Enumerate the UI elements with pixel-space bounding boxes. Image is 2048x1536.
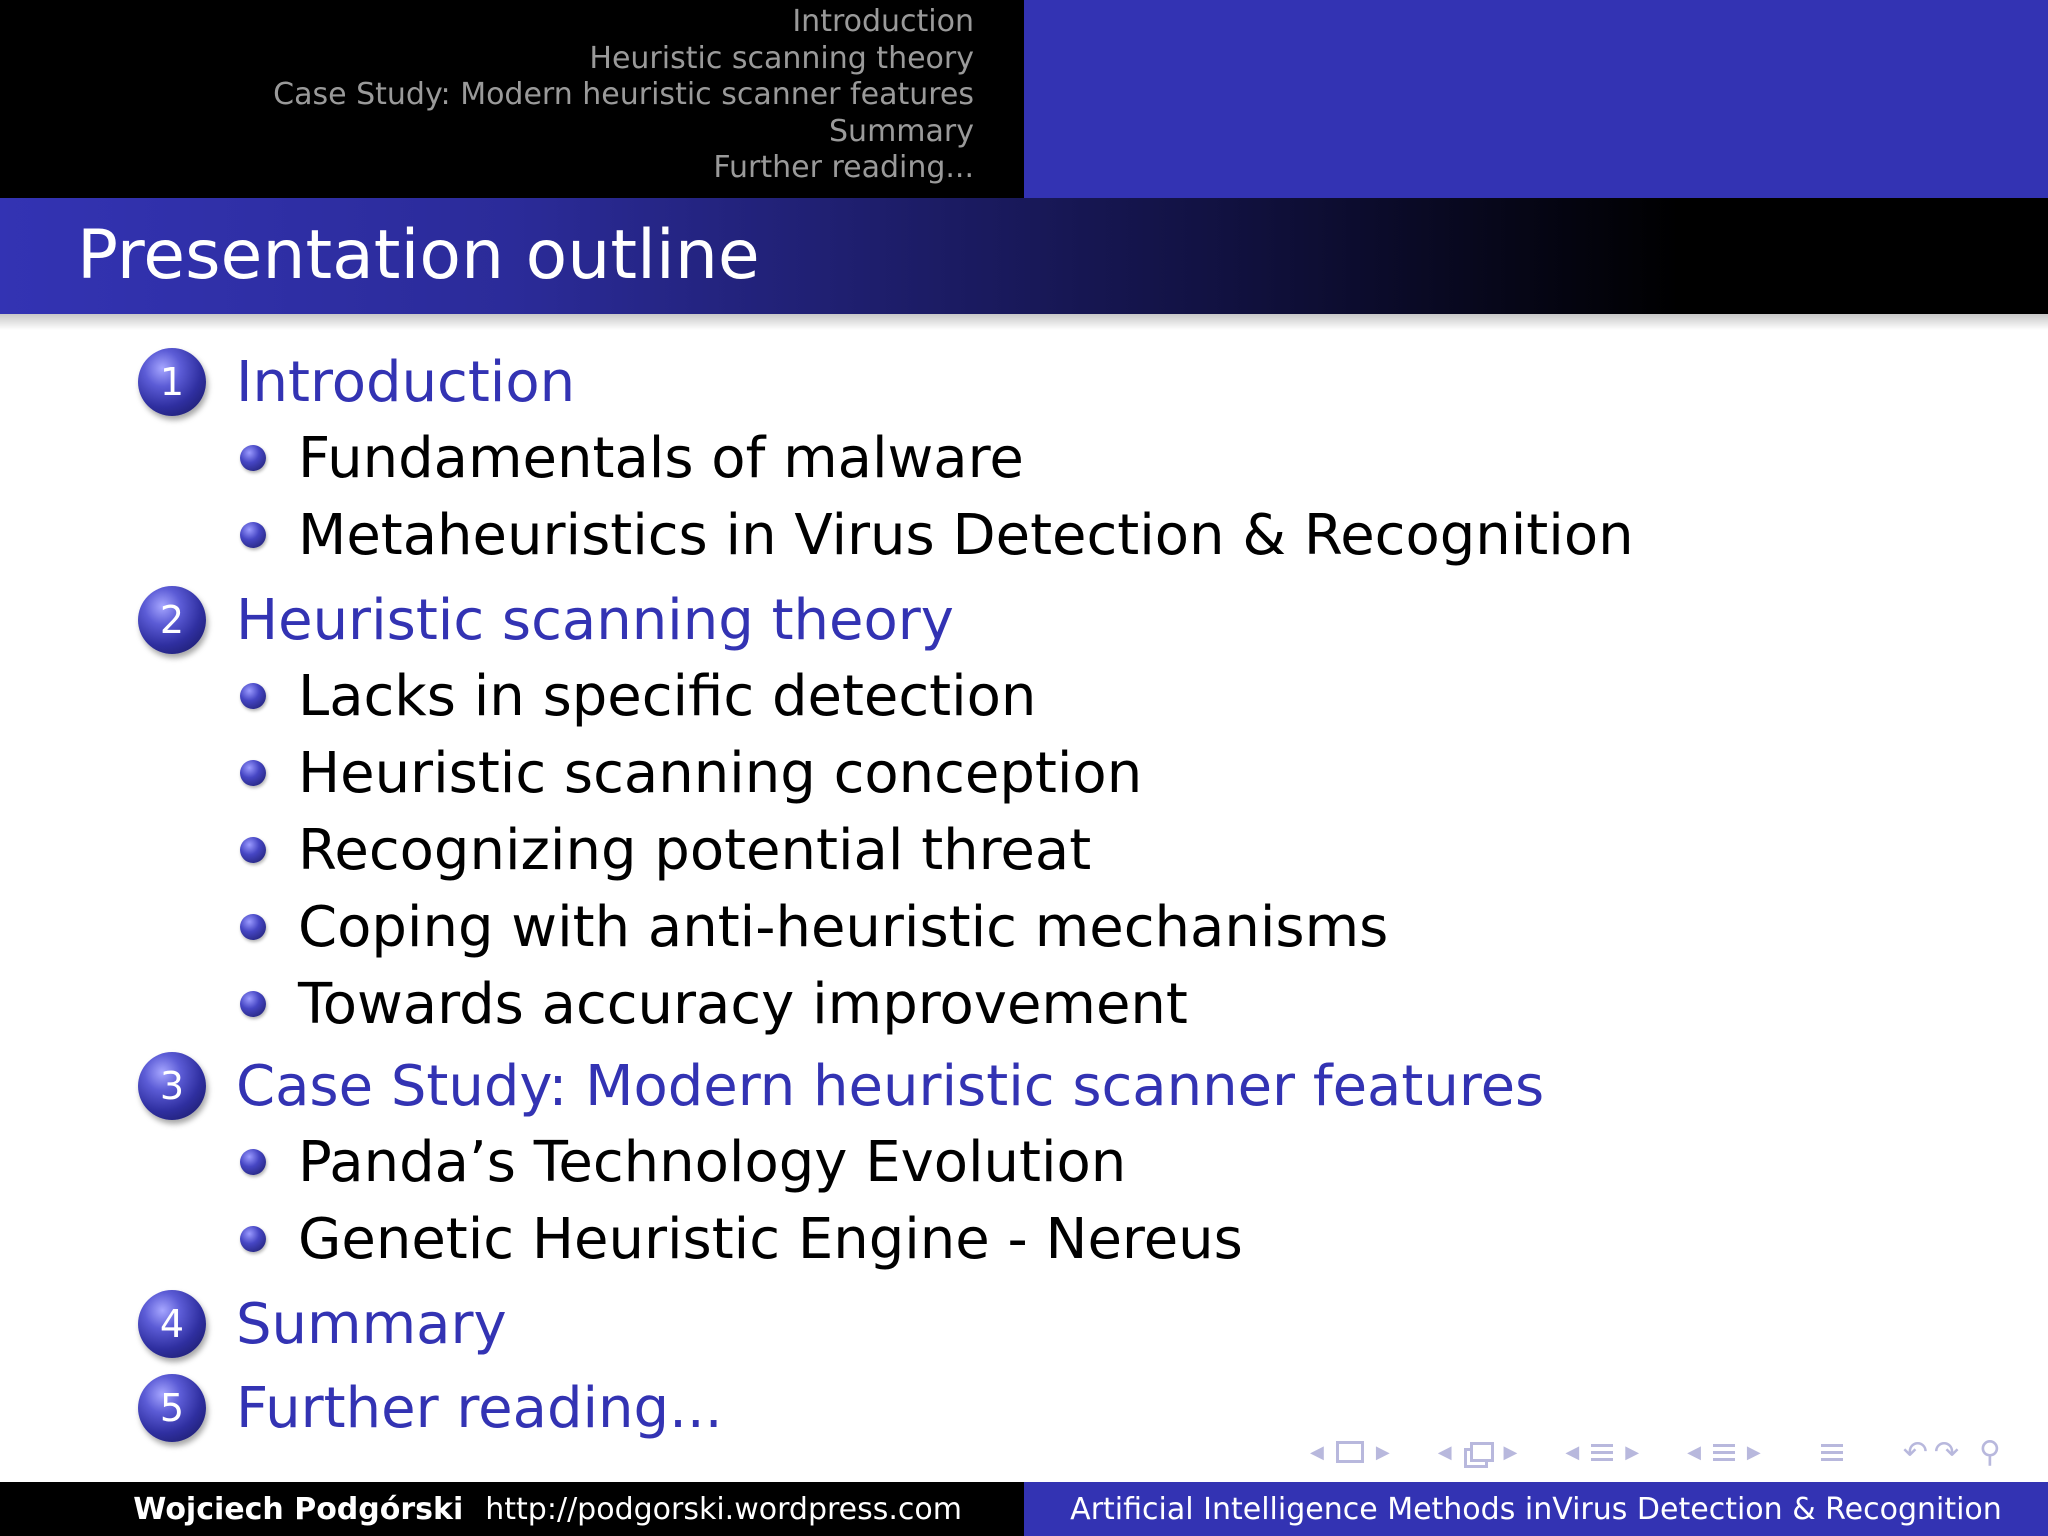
- outline-section-heuristic-scanning-theory[interactable]: [138, 580, 954, 660]
- nav-item-heuristic-scanning-theory[interactable]: Heuristic scanning theory: [589, 40, 974, 76]
- nav-item-further-reading[interactable]: Further reading...: [713, 150, 974, 186]
- outline-subsection-item[interactable]: [240, 815, 1091, 885]
- section-number-badge: 2: [138, 586, 206, 654]
- outline-section-summary[interactable]: [138, 1284, 507, 1364]
- section-navigation: [273, 4, 1024, 187]
- subsection-title: Panda’s Technology Evolution: [298, 1129, 1127, 1195]
- bullet-icon: [240, 683, 266, 709]
- header-navigation-panel: [0, 0, 1024, 198]
- bullet-icon: [240, 1149, 266, 1175]
- outline-subsection-item[interactable]: [240, 500, 1634, 570]
- section-title: Heuristic scanning theory: [236, 587, 954, 653]
- subsection-nav-icon[interactable]: ◀ ▶: [1565, 1441, 1640, 1463]
- search-icon[interactable]: ⚲: [1979, 1434, 2002, 1470]
- outline-subsection-item[interactable]: [240, 423, 1024, 493]
- bullet-icon: [240, 522, 266, 548]
- bullet-icon: [240, 837, 266, 863]
- outline-subsection-item[interactable]: [240, 969, 1188, 1039]
- section-number-badge: 3: [138, 1052, 206, 1120]
- section-title: Further reading...: [236, 1375, 723, 1441]
- bullet-icon: [240, 991, 266, 1017]
- section-title: Case Study: Modern heuristic scanner features: [236, 1053, 1545, 1119]
- footer-title-panel: [1024, 1482, 2048, 1536]
- frame-nav-icon[interactable]: ◀ ▶: [1438, 1440, 1518, 1464]
- section-number-badge: 4: [138, 1290, 206, 1358]
- bullet-icon: [240, 760, 266, 786]
- beamer-navigation-controls: [1310, 1432, 2030, 1472]
- bullet-icon: [240, 1226, 266, 1252]
- back-forward-icon[interactable]: ↶ ↷: [1902, 1434, 1960, 1470]
- section-number-badge: 1: [138, 348, 206, 416]
- outline-subsection-item[interactable]: [240, 1204, 1243, 1274]
- frame-title-bar: [0, 198, 2048, 314]
- footer-url[interactable]: http://podgorski.wordpress.com: [485, 1491, 962, 1527]
- bullet-icon: [240, 445, 266, 471]
- subsection-title: Towards accuracy improvement: [298, 971, 1188, 1037]
- outline-subsection-item[interactable]: [240, 661, 1036, 731]
- outline-section-further-reading[interactable]: [138, 1368, 723, 1448]
- slide-nav-icon[interactable]: ◀ ▶: [1310, 1441, 1390, 1463]
- bullet-icon: [240, 914, 266, 940]
- subsection-title: Heuristic scanning conception: [298, 740, 1143, 806]
- title-bar-shadow: [0, 314, 2048, 330]
- subsection-title: Lacks in specific detection: [298, 663, 1037, 729]
- nav-item-introduction[interactable]: Introduction: [792, 4, 974, 39]
- nav-item-case-study[interactable]: Case Study: Modern heuristic scanner features: [273, 77, 974, 113]
- subsection-title: Genetic Heuristic Engine - Nereus: [298, 1206, 1243, 1272]
- footer-presentation-title: Artificial Intelligence Methods inVirus Detection & Recognition: [1070, 1491, 2002, 1527]
- nav-item-summary[interactable]: Summary: [829, 113, 974, 149]
- footer-author: Wojciech Podgórski: [133, 1491, 464, 1527]
- outline-section-case-study[interactable]: [138, 1046, 1544, 1126]
- footer-author-panel: [0, 1482, 1024, 1536]
- subsection-title: Fundamentals of malware: [298, 425, 1024, 491]
- frame-title: Presentation outline: [77, 216, 760, 295]
- outline-subsection-item[interactable]: [240, 1127, 1126, 1197]
- outline-subsection-item[interactable]: [240, 738, 1142, 808]
- subsection-title: Metaheuristics in Virus Detection & Recognition: [298, 502, 1634, 568]
- outline-subsection-item[interactable]: [240, 892, 1388, 962]
- document-nav-icon[interactable]: [1809, 1444, 1855, 1461]
- section-title: Summary: [236, 1291, 507, 1357]
- section-title: Introduction: [236, 349, 576, 415]
- section-nav-icon[interactable]: ◀ ▶: [1687, 1441, 1761, 1463]
- subsection-title: Coping with anti-heuristic mechanisms: [298, 894, 1389, 960]
- section-number-badge: 5: [138, 1374, 206, 1442]
- subsection-title: Recognizing potential threat: [298, 817, 1092, 883]
- header-accent-panel: [1024, 0, 2048, 198]
- outline-section-introduction[interactable]: [138, 342, 575, 422]
